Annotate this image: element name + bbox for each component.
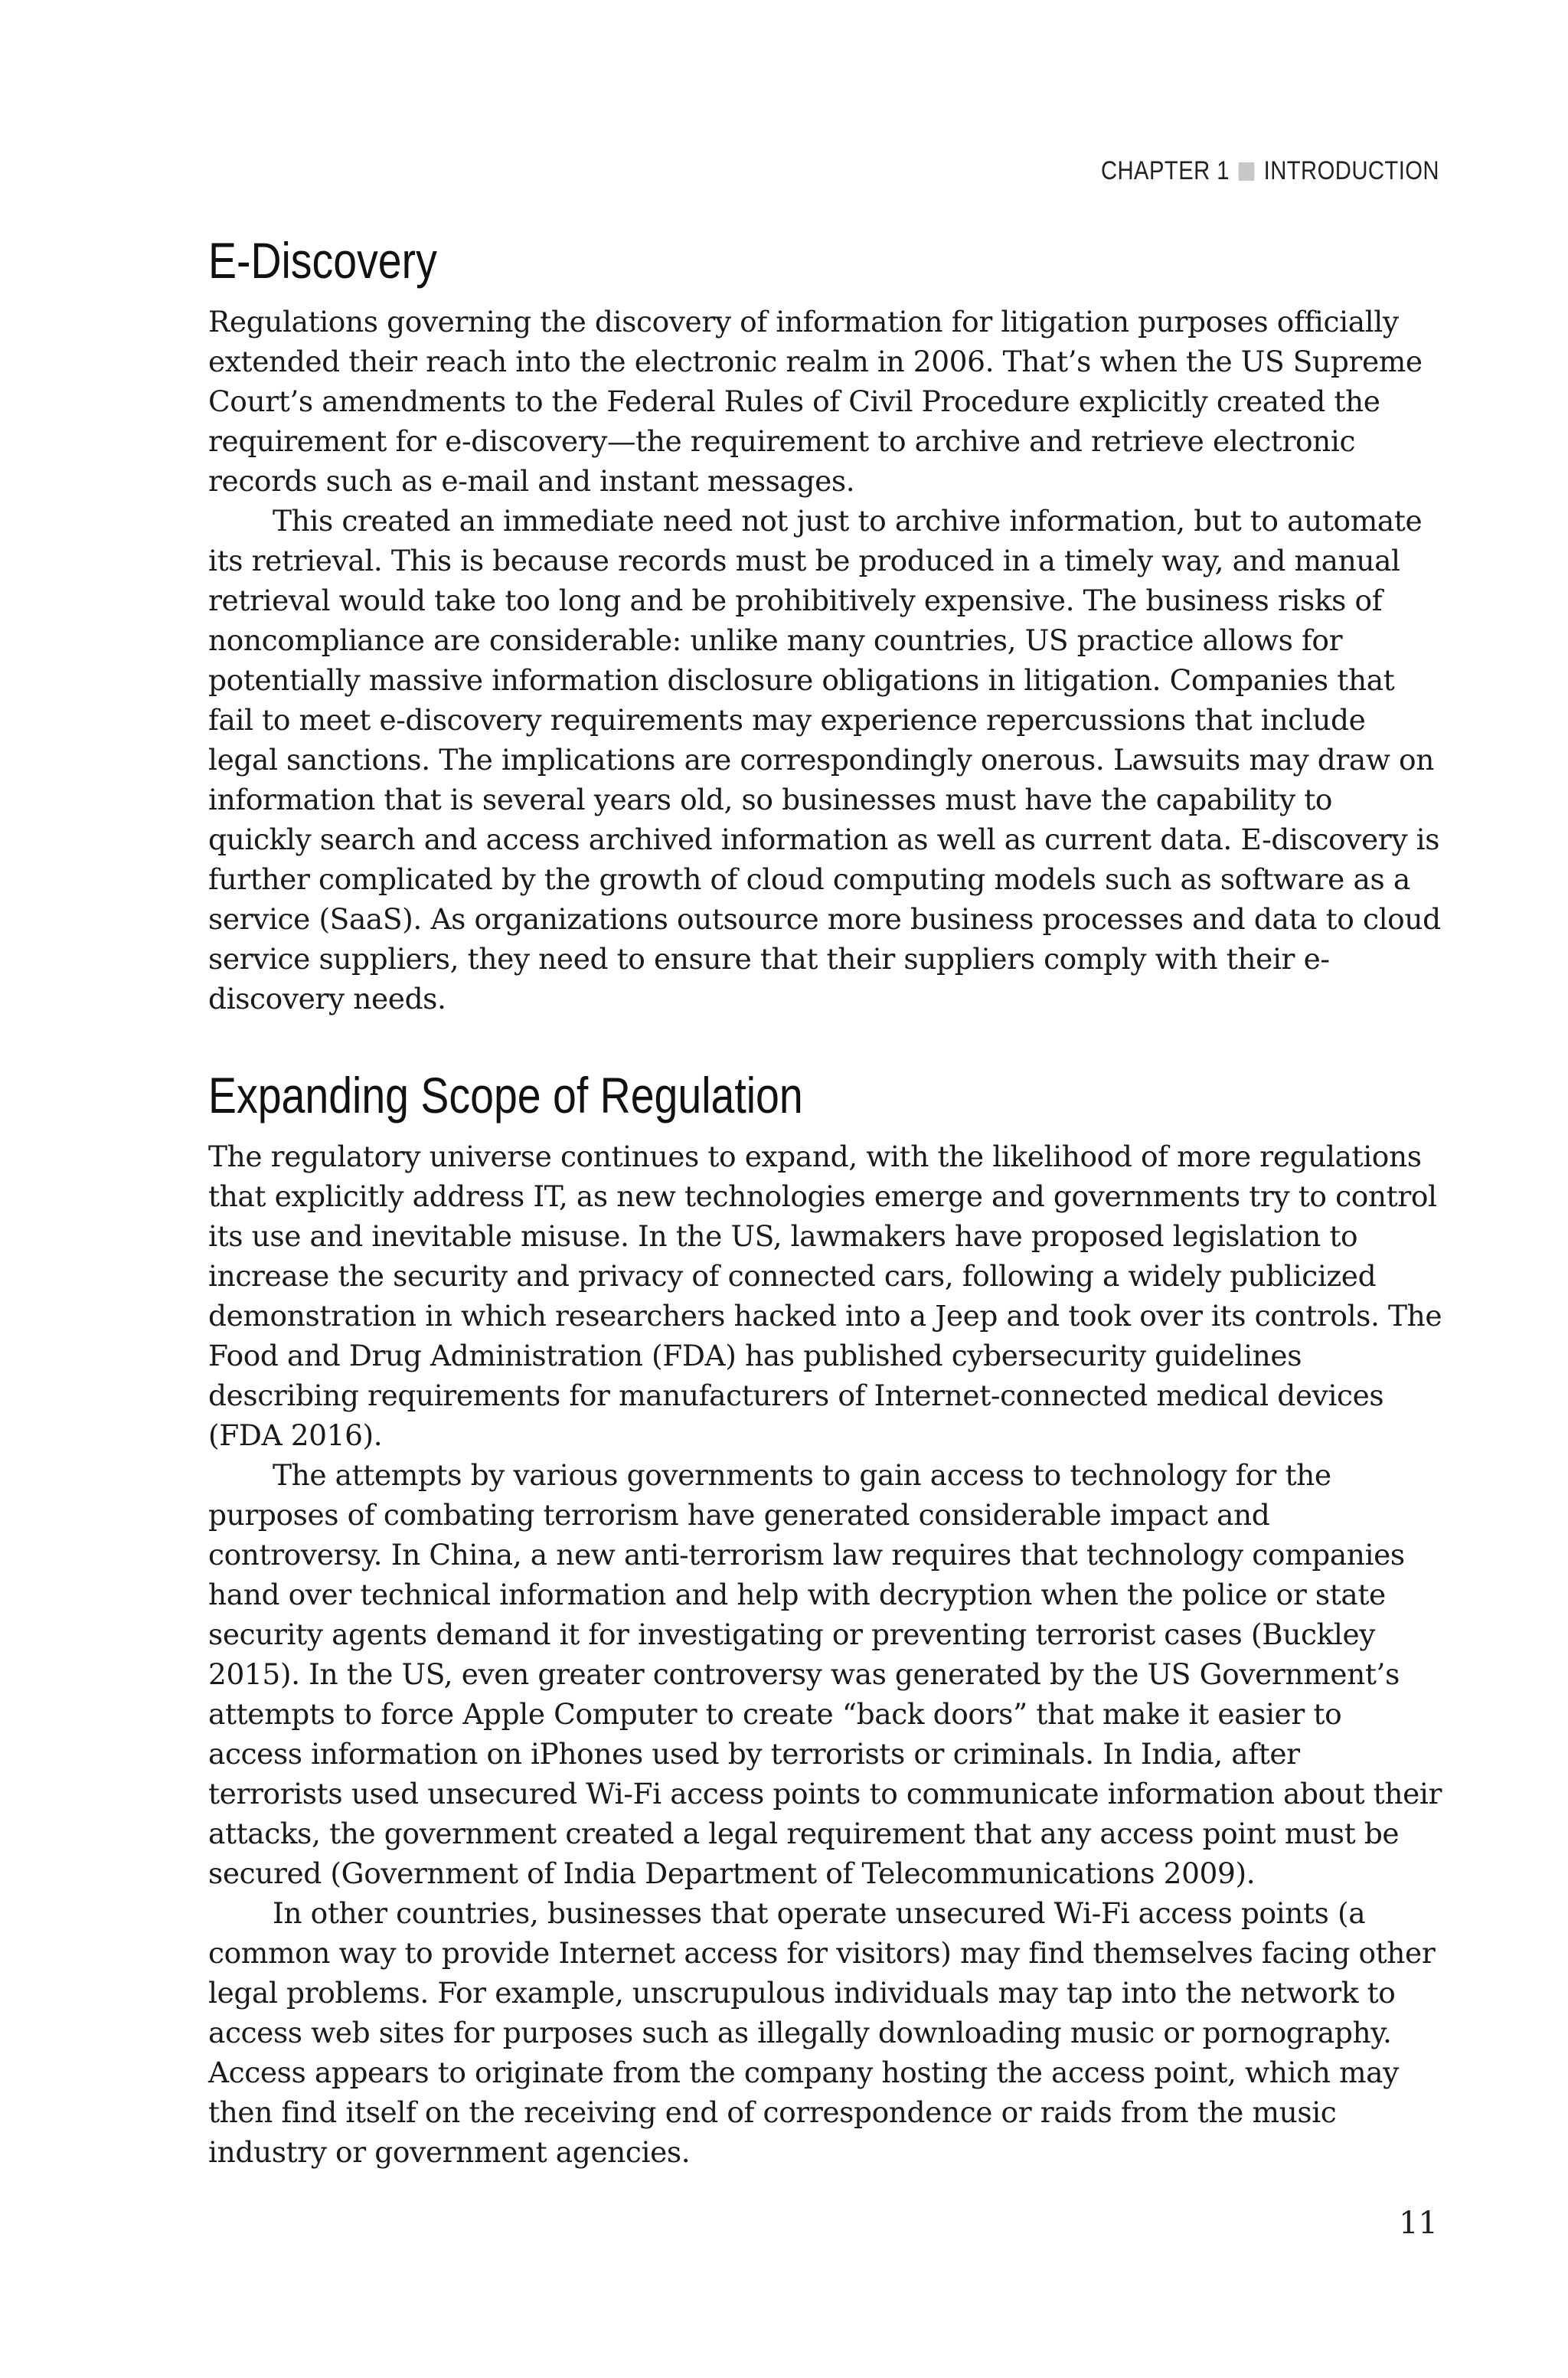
paragraph: The regulatory universe continues to expand, with the likelihood of more regulations that explicitly address IT, as new technologies emerge and governments try to control its use and inevitable misuse. In the US, lawmakers have proposed legislation to increase the security and privacy of connected cars, following a widely publicized demonstration in which researchers hacked into a Jeep and took over its controls. The Food and Drug Administration (FDA) has published cybersecurity guidelines describing requirements for manufacturers of Internet-connected medical devices (FDA 2016). xyxy=(208,1140,1442,1452)
section-heading-expanding-scope: Expanding Scope of Regulation xyxy=(208,1067,803,1124)
page-number: 11 xyxy=(1399,2206,1438,2241)
paragraph: Regulations governing the discovery of information for litigation purposes officially extended their reach into the electronic realm in 2006. That’s when the US Supreme Court’s amendments to the Federal Rules of Civil Procedure explicitly created the requirement for e-discovery—the requirement to archive and retrieve electronic records such as e-mail and instant messages. xyxy=(208,305,1423,498)
paragraph: The attempts by various governments to gain access to technology for the purposes of combating terrorism have generated considerable impact and controversy. In China, a new anti-terrorism law requires that technology companies hand over technical information and help with decryption when the police or state security agents demand it for investigating or preventing terrorist cases (Buckley 2015). In the US, even greater controversy was generated by the US Government’s attempts to force Apple Computer to create “back doors” that make it easier to access information on iPhones used by terrorists or criminals. In India, after terrorists used unsecured Wi-Fi access points to communicate information about their attacks, the government created a legal requirement that any access point must be secured (Government of India Department of Telecommunications 2009). xyxy=(208,1458,1442,1890)
chapter-label: CHAPTER 1 xyxy=(1100,156,1230,185)
separator-square-icon xyxy=(1239,162,1255,181)
page-body xyxy=(208,230,1442,2172)
chapter-title: INTRODUCTION xyxy=(1263,156,1439,185)
paragraph: In other countries, businesses that operate unsecured Wi-Fi access points (a common way to provide Internet access for visitors) may find themselves facing other legal problems. For example, unscrupulous individuals may tap into the network to access web sites for purposes such as illegally downloading music or pornography. Access appears to originate from the company hosting the access point, which may then find itself on the receiving end of correspondence or raids from the music industry or government agencies. xyxy=(208,1896,1436,2169)
running-head xyxy=(1101,156,1439,186)
paragraph: This created an immediate need not just to archive information, but to automate its retrieval. This is because records must be produced in a timely way, and manual retrieval would take too long and be prohibitively expensive. The business risks of noncompliance are considerable: unlike many countries, US practice allows for potentially massive information disclosure obligations in litigation. Companies that fail to meet e-discovery requirements may experience repercussions that include legal sanctions. The implications are correspondingly onerous. Lawsuits may draw on information that is several years old, so businesses must have the capability to quickly search and access archived information as well as current data. E-discovery is further complicated by the growth of cloud computing models such as software as a service (SaaS). As organizations outsource more business processes and data to cloud service suppliers, they need to ensure that their suppliers comply with their e-discovery needs. xyxy=(208,504,1441,1016)
section-heading-e-discovery: E-Discovery xyxy=(208,232,437,289)
